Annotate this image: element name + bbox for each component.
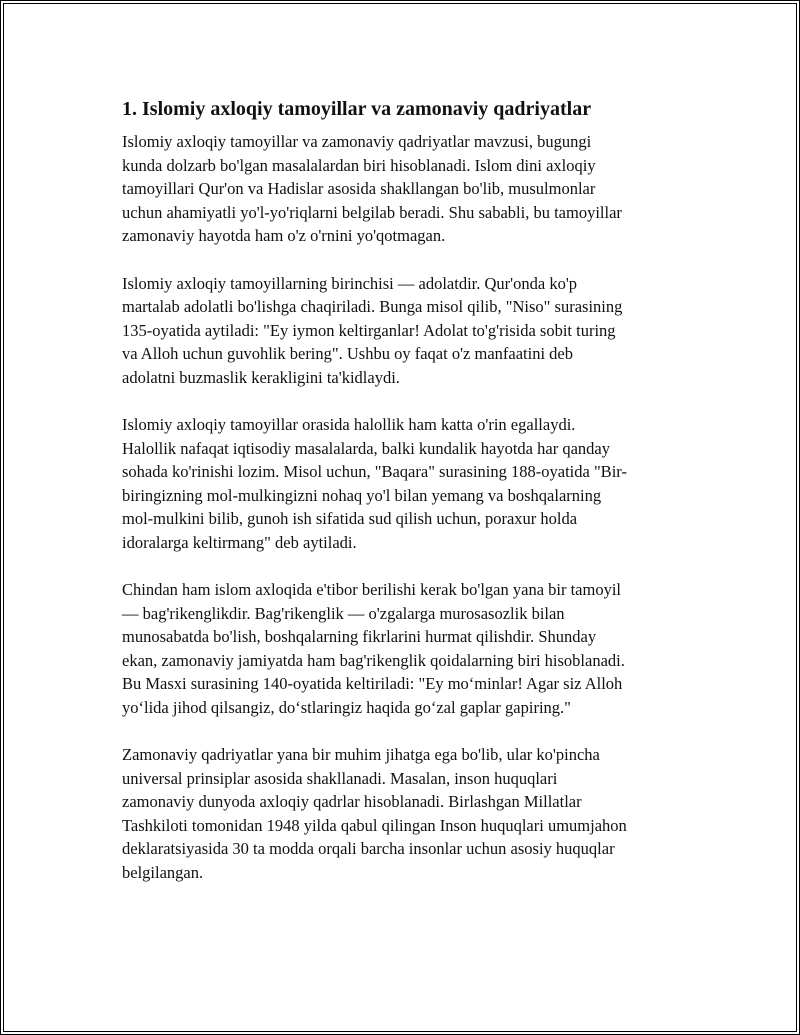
- paragraph-line: idoralarga keltirmang" deb aytiladi.: [122, 532, 357, 552]
- paragraph-line: martalab adolatli bo'lishga chaqiriladi. Bunga misol qilib, "Niso" surasining: [122, 297, 623, 316]
- paragraph-line: Islomiy axloqiy tamoyillar va zamonaviy qadriyatlar mavzusi, bugungi: [122, 132, 592, 151]
- paragraph-line: zamonaviy dunyoda axloqiy qadrlar hisoblanadi. Birlashgan Millatlar: [122, 792, 582, 811]
- paragraph-line: kunda dolzarb bo'lgan masalalardan biri hisoblanadi. Islom dini axloqiy: [122, 155, 596, 175]
- paragraph-line: Bu Masxi surasining 140-oyatida keltiriladi: "Ey mo‘minlar! Agar siz Alloh: [122, 674, 623, 693]
- paragraph-line: uchun ahamiyatli yo'l-yo'riqlarni belgilab beradi. Shu sababli, bu tamoyillar: [122, 202, 622, 222]
- paragraph-line: belgilangan.: [122, 862, 204, 882]
- paragraph-line: sohada ko'rinishi lozim. Misol uchun, "Baqara" surasining 188-oyatida "Bir-: [122, 462, 627, 481]
- paragraph-line: universal prinsiplar asosida shakllanadi. Masalan, inson huquqlari: [122, 768, 558, 788]
- paragraph-line: Halollik nafaqat iqtisodiy masalalarda, balki kundalik hayotda har qanday: [122, 438, 610, 458]
- paragraph-4: [122, 578, 692, 719]
- paragraph-2: [122, 272, 692, 390]
- paragraph-1: [122, 130, 692, 248]
- section-title: 1. Islomiy axloqiy tamoyillar va zamonaviy qadriyatlar: [122, 98, 592, 120]
- paragraph-line: Tashkiloti tomonidan 1948 yilda qabul qilingan Inson huquqlari umumjahon: [122, 815, 627, 835]
- paragraph-line: tamoyillari Qur'on va Hadislar asosida shakllangan bo'lib, musulmonlar: [122, 179, 596, 198]
- paragraph-line: deklaratsiyasida 30 ta modda orqali barcha insonlar uchun asosiy huquqlar: [122, 839, 615, 858]
- paragraph-line: 135-oyatida aytiladi: "Ey iymon keltirganlar! Adolat to'g'risida sobit turing: [122, 320, 616, 340]
- paragraph-5: [122, 743, 692, 884]
- paragraph-line: adolatni buzmaslik kerakligini ta'kidlaydi.: [122, 367, 400, 387]
- paragraph-line: — bag'rikenglikdir. Bag'rikenglik — o'zgalarga murosasozlik bilan: [122, 603, 565, 623]
- paragraph-line: Chindan ham islom axloqida e'tibor berilishi kerak bo'lgan yana bir tamoyil: [122, 580, 622, 599]
- paragraph-line: Zamonaviy qadriyatlar yana bir muhim jihatga ega bo'lib, ular ko'pincha: [122, 745, 600, 764]
- paragraph-line: Islomiy axloqiy tamoyillarning birinchisi — adolatdir. Qur'onda ko'p: [122, 273, 578, 293]
- paragraph-line: yo‘lida jihod qilsangiz, do‘stlaringiz haqida go‘zal gaplar gapiring.": [122, 697, 571, 717]
- paragraph-line: mol-mulkini bilib, gunoh ish sifatida sud qilish uchun, poraxur holda: [122, 509, 578, 528]
- paragraph-line: zamonaviy hayotda ham o'z o'rnini yo'qotmagan.: [122, 226, 446, 245]
- paragraph-3: [122, 413, 692, 554]
- paragraph-line: munosabatda bo'lish, boshqalarning fikrlarini hurmat qilishdir. Shunday: [122, 627, 597, 646]
- page-content: [122, 96, 692, 908]
- paragraph-line: Islomiy axloqiy tamoyillar orasida halollik ham katta o'rin egallaydi.: [122, 415, 576, 434]
- paragraph-line: va Alloh uchun guvohlik bering". Ushbu oy faqat o'z manfaatini deb: [122, 344, 573, 363]
- paragraph-line: ekan, zamonaviy jamiyatda ham bag'rikenglik qoidalarning biri hisoblanadi.: [122, 650, 625, 670]
- paragraph-line: biringizning mol-mulkingizni nohaq yo'l bilan yemang va boshqalarning: [122, 485, 602, 505]
